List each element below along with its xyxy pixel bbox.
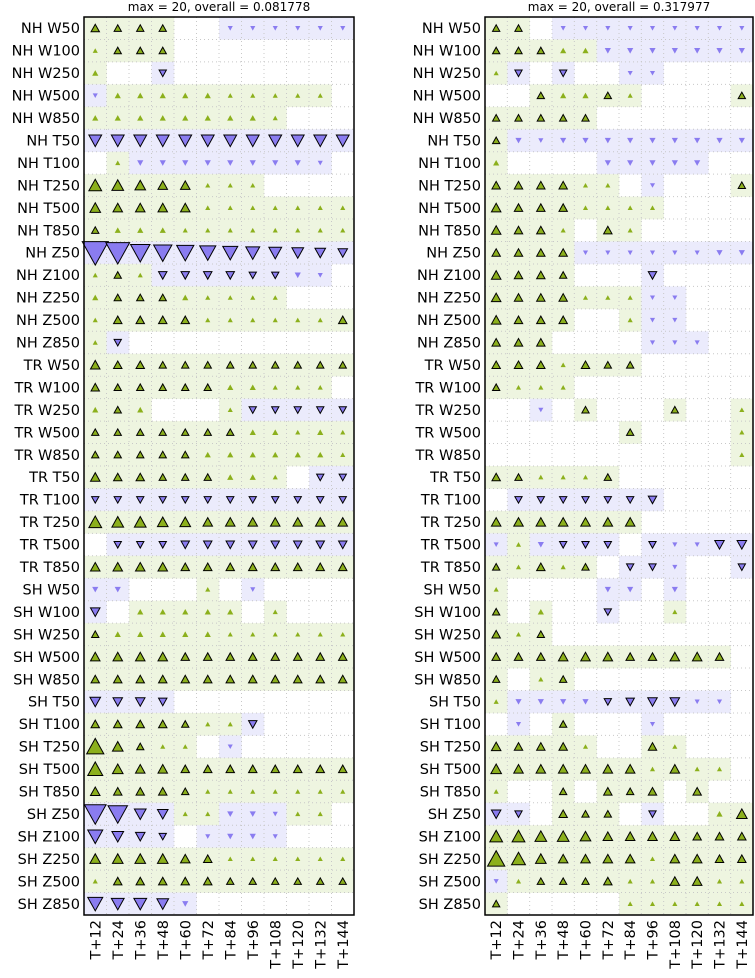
row-label: SH Z50 — [427, 806, 481, 823]
row-label: SH Z100 — [17, 829, 80, 846]
row-label: NH W50 — [421, 21, 481, 38]
row-label: SH T500 — [419, 762, 481, 779]
column-label: T+60 — [578, 920, 595, 960]
row-label: TR T250 — [420, 515, 481, 532]
column-label: T+48 — [556, 920, 573, 960]
row-label: NH W50 — [20, 21, 80, 38]
row-label: TR W50 — [424, 357, 481, 374]
row-label: NH Z850 — [16, 335, 80, 352]
row-label: TR T50 — [29, 470, 80, 487]
row-label: TR T250 — [19, 515, 80, 532]
row-label: SH W50 — [423, 582, 481, 599]
row-label: SH W50 — [22, 582, 80, 599]
row-label: SH T850 — [18, 784, 80, 801]
row-label: NH Z100 — [16, 268, 80, 285]
row-label: NH T250 — [418, 178, 481, 195]
column-label: T+144 — [734, 919, 751, 969]
panel-title: max = 20, overall = 0.317977 — [527, 0, 711, 14]
row-label: NH Z50 — [25, 245, 80, 262]
column-label: T+96 — [245, 920, 262, 960]
row-label: NH T500 — [17, 200, 80, 217]
row-label: NH T850 — [17, 223, 80, 240]
scorecard-panel-1 — [12, 0, 355, 970]
column-label: T+144 — [335, 920, 352, 969]
row-label: SH W250 — [13, 627, 80, 644]
row-label: TR T100 — [420, 492, 481, 509]
column-label: T+132 — [313, 920, 330, 969]
row-label: NH W850 — [11, 111, 80, 128]
row-label: NH T100 — [418, 155, 481, 172]
row-label: SH Z500 — [418, 874, 481, 891]
row-label: SH T850 — [419, 784, 481, 801]
row-label: TR W850 — [415, 447, 481, 464]
row-label: NH W850 — [412, 111, 481, 128]
row-label: SH T250 — [419, 739, 481, 756]
row-label: TR W50 — [23, 357, 80, 374]
row-label: NH W100 — [11, 43, 80, 60]
row-label: NH W500 — [412, 88, 481, 105]
row-label: SH Z850 — [418, 896, 481, 913]
column-label: T+72 — [200, 920, 217, 960]
row-label: TR W850 — [14, 447, 80, 464]
row-label: SH Z250 — [418, 851, 481, 868]
row-label: SH W500 — [13, 649, 80, 666]
column-label: T+108 — [667, 919, 684, 969]
column-label: T+36 — [533, 919, 550, 960]
row-label: NH Z500 — [16, 313, 80, 330]
column-label: T+84 — [223, 920, 240, 960]
row-label: SH W100 — [13, 604, 80, 621]
column-label: T+84 — [623, 920, 640, 960]
row-label: TR T100 — [19, 492, 80, 509]
column-label: T+24 — [511, 920, 528, 960]
scorecard-panel-2 — [413, 0, 754, 970]
column-label: T+12 — [88, 920, 105, 960]
row-label: SH T250 — [18, 739, 80, 756]
row-label: NH T50 — [427, 133, 481, 150]
column-label: T+60 — [178, 920, 195, 960]
row-label: NH T100 — [17, 155, 80, 172]
row-label: SH T50 — [27, 694, 80, 711]
row-label: TR W100 — [415, 380, 481, 397]
row-label: TR T500 — [420, 537, 481, 554]
row-label: SH W100 — [414, 604, 481, 621]
column-label: T+48 — [155, 920, 172, 960]
column-label: T+24 — [110, 920, 127, 960]
row-label: TR W500 — [415, 425, 481, 442]
panel-title: max = 20, overall = 0.081778 — [127, 0, 311, 14]
column-label: T+12 — [489, 920, 506, 960]
row-label: SH Z250 — [17, 851, 80, 868]
column-label: T+132 — [712, 920, 729, 969]
row-label: SH W850 — [414, 672, 481, 689]
column-label: T+36 — [133, 920, 150, 960]
row-label: NH W500 — [11, 88, 80, 105]
row-label: SH W850 — [13, 672, 80, 689]
row-label: TR W500 — [14, 425, 80, 442]
row-label: NH Z100 — [417, 268, 481, 285]
row-label: SH W250 — [414, 627, 481, 644]
row-label: SH Z500 — [17, 874, 80, 891]
row-label: TR W100 — [14, 380, 80, 397]
row-label: TR W250 — [415, 402, 481, 419]
row-label: SH T100 — [18, 717, 80, 734]
column-label: T+120 — [690, 920, 707, 969]
row-label: NH W100 — [412, 43, 481, 60]
row-label: TR T500 — [19, 537, 80, 554]
row-label: SH T50 — [428, 694, 481, 711]
row-label: NH Z850 — [417, 335, 481, 352]
row-label: NH Z50 — [426, 245, 481, 262]
column-label: T+120 — [290, 920, 307, 969]
column-label: T+72 — [600, 919, 617, 960]
row-label: NH Z250 — [417, 290, 481, 307]
row-label: NH T50 — [26, 133, 80, 150]
row-label: SH Z50 — [26, 806, 80, 823]
row-label: NH W250 — [412, 66, 481, 83]
row-label: SH T100 — [419, 717, 481, 734]
row-label: TR T850 — [19, 560, 80, 577]
row-label: NH W250 — [11, 66, 80, 83]
row-label: NH T250 — [17, 178, 80, 195]
row-label: NH T500 — [418, 200, 481, 217]
row-label: SH Z100 — [418, 829, 481, 846]
row-label: SH T500 — [18, 762, 80, 779]
row-label: NH Z500 — [417, 313, 481, 330]
row-label: SH Z850 — [17, 896, 80, 913]
row-label: NH Z250 — [16, 290, 80, 307]
row-label: NH T850 — [418, 223, 481, 240]
row-label: TR W250 — [14, 402, 80, 419]
column-label: T+96 — [645, 920, 662, 960]
row-label: SH W500 — [414, 649, 481, 666]
row-label: TR T50 — [430, 470, 481, 487]
row-label: TR T850 — [420, 560, 481, 577]
column-label: T+108 — [268, 920, 285, 969]
